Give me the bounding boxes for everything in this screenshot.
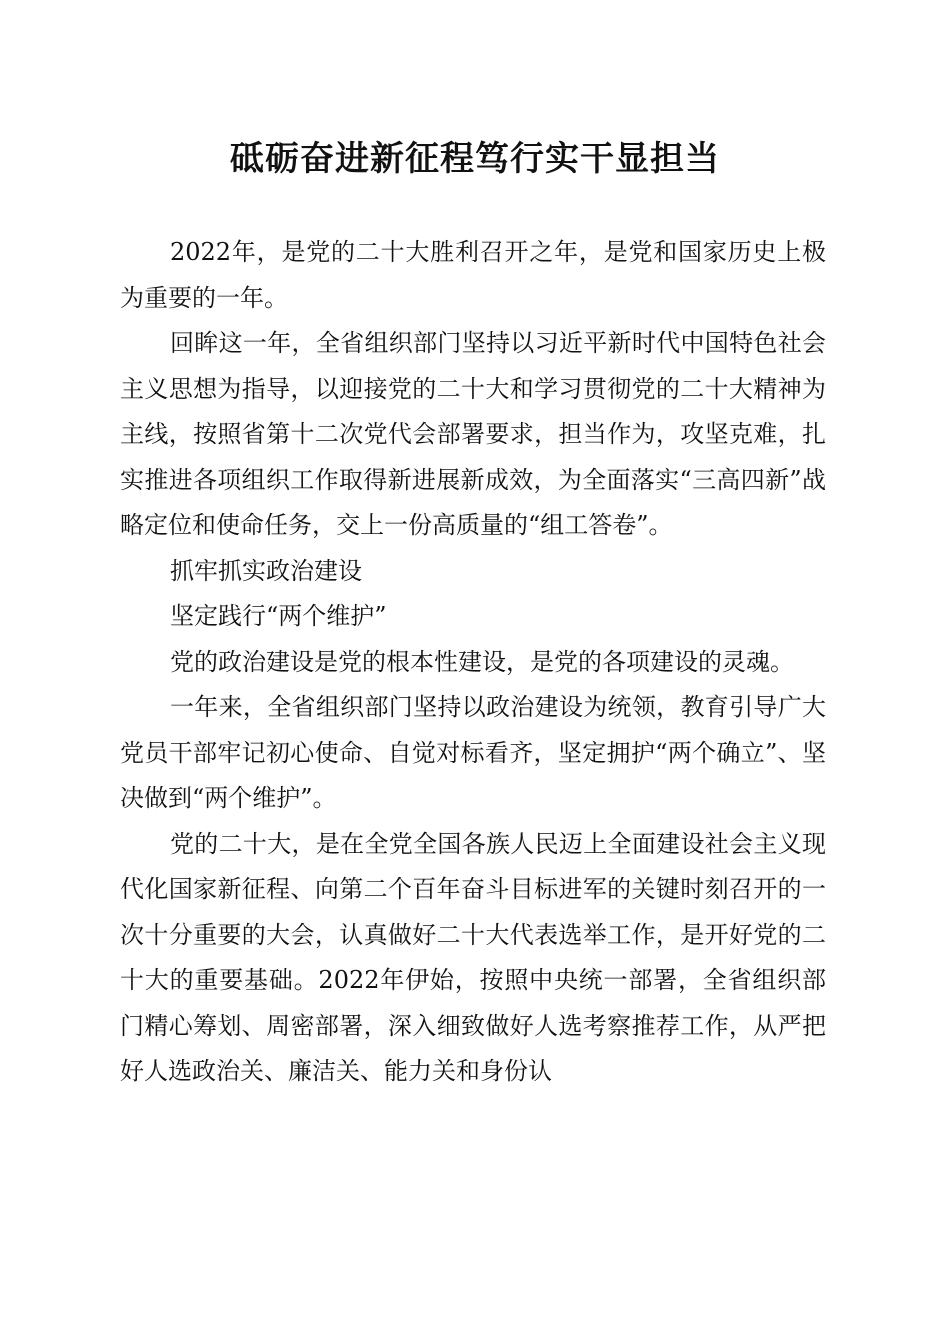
document-body (120, 230, 826, 1095)
paragraph-congress: 党的二十大，是在全党全国各族人民迈上全面建设社会主义现代化国家新征程、向第二个百年奋斗目标进军的关键时刻召开的一次十分重要的大会，认真做好二十大代表选举工作，是开好党的二十大的重要基础。2022年伊始，按照中央统一部署，全省组织部门精心筹划、周密部署，深入细致做好人选考察推荐工作，从严把好人选政治关、廉洁关、能力关和身份认 (120, 829, 826, 1085)
section-heading: 抓牢抓实政治建设 (170, 556, 362, 585)
document-title: 砥砺奋进新征程笃行实干显担当 (230, 139, 720, 179)
paragraph-year-summary: 一年来，全省组织部门坚持以政治建设为统领，教育引导广大党员干部牢记初心使命、自觉对标看齐，坚定拥护“两个确立”、坚决做到“两个维护”。 (120, 693, 826, 812)
section-subheading: 坚定践行“两个维护” (170, 602, 387, 630)
paragraph-review: 回眸这一年，全省组织部门坚持以习近平新时代中国特色社会主义思想为指导，以迎接党的二十大和学习贯彻党的二十大精神为主线，按照省第十二次党代会部署要求，担当作为，攻坚克难，扎实推进各项组织工作取得新进展新成效，为全面落实“三高四新”战略定位和使命任务，交上一份高质量的“组工答卷”。 (120, 329, 826, 539)
paragraph-intro: 2022年，是党的二十大胜利召开之年，是党和国家历史上极为重要的一年。 (120, 238, 826, 312)
paragraph-political-building: 党的政治建设是党的根本性建设，是党的各项建设的灵魂。 (170, 647, 794, 676)
